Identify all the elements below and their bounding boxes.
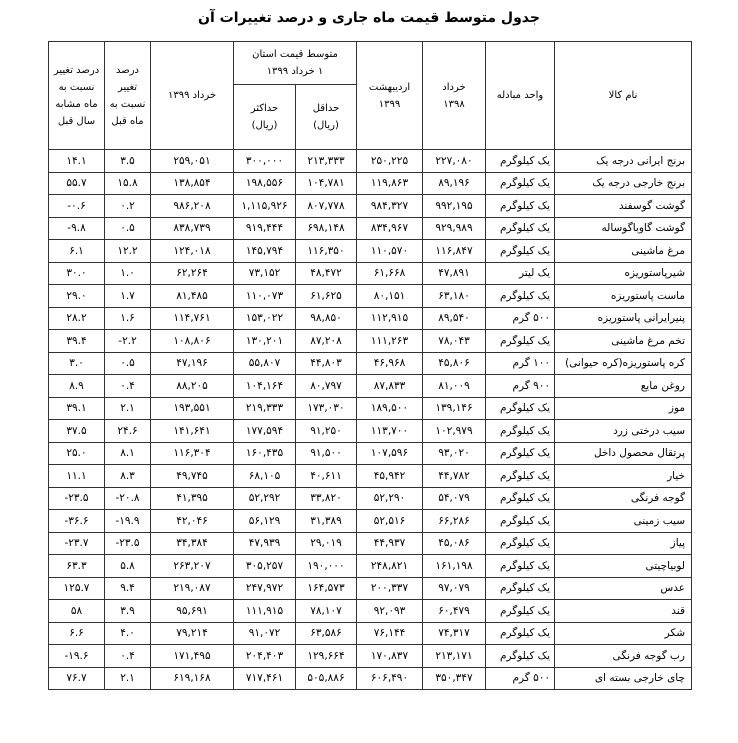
ordibehesht-1399-cell: ۱۷۰,۸۳۷ bbox=[357, 645, 423, 668]
khordad-1399-cell: ۴۲,۰۴۶ bbox=[151, 510, 234, 533]
unit-cell: یک کیلوگرم bbox=[486, 330, 555, 353]
khordad-1399-cell: ۸۱,۴۸۵ bbox=[151, 285, 234, 308]
max-price-cell: ۴۷,۹۳۹ bbox=[234, 532, 296, 555]
change-month-cell: ۱.۶ bbox=[105, 307, 151, 330]
header-min: حداقل (ریال) bbox=[296, 85, 357, 150]
khordad-1398-cell: ۸۹,۵۴۰ bbox=[423, 307, 486, 330]
ordibehesht-1399-cell: ۲۵۰,۲۲۵ bbox=[357, 150, 423, 173]
khordad-1399-cell: ۸۳۸,۷۳۹ bbox=[151, 217, 234, 240]
unit-cell: ۵۰۰ گرم bbox=[486, 667, 555, 690]
table-row bbox=[49, 465, 692, 488]
max-price-cell: ۱۵۳,۰۲۲ bbox=[234, 307, 296, 330]
unit-cell: یک کیلوگرم bbox=[486, 195, 555, 218]
item-name-cell: برنج خارجی درجه یک bbox=[555, 172, 692, 195]
change-month-cell: ۲.۱ bbox=[105, 667, 151, 690]
header-max: حداکثر (ریال) bbox=[234, 85, 296, 150]
table-row bbox=[49, 217, 692, 240]
unit-cell: ۵۰۰ گرم bbox=[486, 307, 555, 330]
max-price-cell: ۲۴۷,۹۷۲ bbox=[234, 577, 296, 600]
max-price-cell: ۱۳۰,۲۰۱ bbox=[234, 330, 296, 353]
item-name-cell: گوجه فرنگی bbox=[555, 487, 692, 510]
max-price-cell: ۵۵,۸۰۷ bbox=[234, 352, 296, 375]
header-khordad-1398: خرداد ۱۳۹۸ bbox=[423, 42, 486, 150]
khordad-1399-cell: ۹۸۶,۲۰۸ bbox=[151, 195, 234, 218]
khordad-1398-cell: ۱۱۶,۸۴۷ bbox=[423, 240, 486, 263]
item-name-cell: لوبیاچیتی bbox=[555, 555, 692, 578]
unit-cell: یک کیلوگرم bbox=[486, 465, 555, 488]
ordibehesht-1399-cell: ۸۳۴,۹۶۷ bbox=[357, 217, 423, 240]
change-year-cell: -۳۶.۶ bbox=[49, 510, 105, 533]
change-year-cell: -۹.۸ bbox=[49, 217, 105, 240]
min-price-cell: ۱۱۶,۳۵۰ bbox=[296, 240, 357, 263]
unit-cell: یک لیتر bbox=[486, 262, 555, 285]
change-year-cell: ۱۱.۱ bbox=[49, 465, 105, 488]
ordibehesht-1399-cell: ۱۱۲,۹۱۵ bbox=[357, 307, 423, 330]
change-month-cell: ۳.۵ bbox=[105, 150, 151, 173]
khordad-1398-cell: ۳۵۰,۳۴۷ bbox=[423, 667, 486, 690]
khordad-1398-cell: ۶۶,۲۸۶ bbox=[423, 510, 486, 533]
max-price-cell: ۹۱,۰۷۲ bbox=[234, 622, 296, 645]
ordibehesht-1399-cell: ۱۰۷,۵۹۶ bbox=[357, 442, 423, 465]
item-name-cell: پرتقال محصول داخل bbox=[555, 442, 692, 465]
change-month-cell: ۰.۴ bbox=[105, 645, 151, 668]
change-month-cell: -۲.۲ bbox=[105, 330, 151, 353]
item-name-cell: گوشت گاوباگوساله bbox=[555, 217, 692, 240]
min-price-cell: ۳۱,۳۸۹ bbox=[296, 510, 357, 533]
change-year-cell: ۸.۹ bbox=[49, 375, 105, 398]
khordad-1399-cell: ۴۷,۱۹۶ bbox=[151, 352, 234, 375]
max-price-cell: ۱۹۸,۵۵۶ bbox=[234, 172, 296, 195]
khordad-1399-cell: ۸۸,۲۰۵ bbox=[151, 375, 234, 398]
min-price-cell: ۲۹,۰۱۹ bbox=[296, 532, 357, 555]
change-year-cell: ۱۴.۱ bbox=[49, 150, 105, 173]
ordibehesht-1399-cell: ۱۱۰,۵۷۰ bbox=[357, 240, 423, 263]
khordad-1399-cell: ۱۲۴,۰۱۸ bbox=[151, 240, 234, 263]
unit-cell: یک کیلوگرم bbox=[486, 577, 555, 600]
min-price-cell: ۵۰۵,۸۸۶ bbox=[296, 667, 357, 690]
change-year-cell: ۱۲۵.۷ bbox=[49, 577, 105, 600]
item-name-cell: گوشت گوسفند bbox=[555, 195, 692, 218]
change-year-cell: -۲۳.۵ bbox=[49, 487, 105, 510]
max-price-cell: ۱۶۰,۴۳۵ bbox=[234, 442, 296, 465]
change-month-cell: ۴.۰ bbox=[105, 622, 151, 645]
min-price-cell: ۱۶۴,۵۷۳ bbox=[296, 577, 357, 600]
header-change-month: درصد تغییر نسبت به ماه قبل bbox=[105, 42, 151, 150]
change-year-cell: -۰.۶ bbox=[49, 195, 105, 218]
min-price-cell: ۳۳,۸۲۰ bbox=[296, 487, 357, 510]
unit-cell: ۹۰۰ گرم bbox=[486, 375, 555, 398]
change-month-cell: -۲۰.۸ bbox=[105, 487, 151, 510]
unit-cell: یک کیلوگرم bbox=[486, 600, 555, 623]
table-row bbox=[49, 397, 692, 420]
item-name-cell: عدس bbox=[555, 577, 692, 600]
ordibehesht-1399-cell: ۸۰,۱۵۱ bbox=[357, 285, 423, 308]
khordad-1398-cell: ۹۳,۰۲۰ bbox=[423, 442, 486, 465]
khordad-1398-cell: ۱۰۲,۹۷۹ bbox=[423, 420, 486, 443]
change-year-cell: ۳۹.۴ bbox=[49, 330, 105, 353]
change-year-cell: ۵۵.۷ bbox=[49, 172, 105, 195]
table-row bbox=[49, 375, 692, 398]
max-price-cell: ۷۱۷,۴۶۱ bbox=[234, 667, 296, 690]
khordad-1398-cell: ۶۳,۱۸۰ bbox=[423, 285, 486, 308]
item-name-cell: مرغ ماشینی bbox=[555, 240, 692, 263]
unit-cell: یک کیلوگرم bbox=[486, 150, 555, 173]
min-price-cell: ۸۰,۷۹۷ bbox=[296, 375, 357, 398]
khordad-1399-cell: ۱۱۴,۷۶۱ bbox=[151, 307, 234, 330]
max-price-cell: ۱۷۷,۵۹۴ bbox=[234, 420, 296, 443]
min-price-cell: ۸۰۷,۷۷۸ bbox=[296, 195, 357, 218]
item-name-cell: سیب درختی زرد bbox=[555, 420, 692, 443]
change-year-cell: ۳۷.۵ bbox=[49, 420, 105, 443]
table-row bbox=[49, 352, 692, 375]
header-change-year: درصد تغییر نسبت به ماه مشابه سال قبل bbox=[49, 42, 105, 150]
table-row bbox=[49, 307, 692, 330]
unit-cell: یک کیلوگرم bbox=[486, 555, 555, 578]
unit-cell: یک کیلوگرم bbox=[486, 240, 555, 263]
khordad-1399-cell: ۴۹,۷۴۵ bbox=[151, 465, 234, 488]
khordad-1399-cell: ۳۴,۳۸۴ bbox=[151, 532, 234, 555]
change-month-cell: ۲۴.۶ bbox=[105, 420, 151, 443]
khordad-1398-cell: ۸۱,۰۰۹ bbox=[423, 375, 486, 398]
khordad-1398-cell: ۱۶۱,۱۹۸ bbox=[423, 555, 486, 578]
table-row bbox=[49, 172, 692, 195]
khordad-1399-cell: ۶۱۹,۱۶۸ bbox=[151, 667, 234, 690]
header-unit: واحد مبادله bbox=[486, 42, 555, 150]
khordad-1398-cell: ۶۰,۴۷۹ bbox=[423, 600, 486, 623]
unit-cell: ۱۰۰ گرم bbox=[486, 352, 555, 375]
khordad-1399-cell: ۹۵,۶۹۱ bbox=[151, 600, 234, 623]
khordad-1398-cell: ۹۷,۰۷۹ bbox=[423, 577, 486, 600]
item-name-cell: شکر bbox=[555, 622, 692, 645]
table-row bbox=[49, 555, 692, 578]
item-name-cell: روغن مایع bbox=[555, 375, 692, 398]
change-month-cell: ۵.۸ bbox=[105, 555, 151, 578]
table-row bbox=[49, 645, 692, 668]
change-year-cell: ۶۳.۳ bbox=[49, 555, 105, 578]
max-price-cell: ۳۰۵,۲۵۷ bbox=[234, 555, 296, 578]
table-row bbox=[49, 532, 692, 555]
max-price-cell: ۳۰۰,۰۰۰ bbox=[234, 150, 296, 173]
header-name: نام کالا bbox=[555, 42, 692, 150]
item-name-cell: موز bbox=[555, 397, 692, 420]
khordad-1398-cell: ۴۴,۷۸۲ bbox=[423, 465, 486, 488]
max-price-cell: ۵۶,۱۲۹ bbox=[234, 510, 296, 533]
min-price-cell: ۱۹۰,۰۰۰ bbox=[296, 555, 357, 578]
khordad-1398-cell: ۷۴,۳۱۷ bbox=[423, 622, 486, 645]
table-row bbox=[49, 667, 692, 690]
max-price-cell: ۱۱۰,۰۷۳ bbox=[234, 285, 296, 308]
khordad-1399-cell: ۲۱۹,۰۸۷ bbox=[151, 577, 234, 600]
item-name-cell: پیاز bbox=[555, 532, 692, 555]
item-name-cell: پنیرایرانی پاستوریزه bbox=[555, 307, 692, 330]
change-month-cell: ۸.۳ bbox=[105, 465, 151, 488]
item-name-cell: سیب زمینی bbox=[555, 510, 692, 533]
ordibehesht-1399-cell: ۱۱۱,۲۶۳ bbox=[357, 330, 423, 353]
ordibehesht-1399-cell: ۱۱۹,۸۶۳ bbox=[357, 172, 423, 195]
change-year-cell: ۵۸ bbox=[49, 600, 105, 623]
table-row bbox=[49, 330, 692, 353]
change-year-cell: ۳۰.۰ bbox=[49, 262, 105, 285]
khordad-1399-cell: ۴۱,۳۹۵ bbox=[151, 487, 234, 510]
khordad-1398-cell: ۸۹,۱۹۶ bbox=[423, 172, 486, 195]
item-name-cell: رب گوجه فرنگی bbox=[555, 645, 692, 668]
min-price-cell: ۲۱۳,۳۳۳ bbox=[296, 150, 357, 173]
change-month-cell: ۰.۴ bbox=[105, 375, 151, 398]
table-row bbox=[49, 420, 692, 443]
change-year-cell: ۲۹.۰ bbox=[49, 285, 105, 308]
unit-cell: یک کیلوگرم bbox=[486, 487, 555, 510]
item-name-cell: چای خارجی بسته ای bbox=[555, 667, 692, 690]
unit-cell: یک کیلوگرم bbox=[486, 622, 555, 645]
unit-cell: یک کیلوگرم bbox=[486, 532, 555, 555]
change-month-cell: ۸.۱ bbox=[105, 442, 151, 465]
max-price-cell: ۲۱۹,۳۳۳ bbox=[234, 397, 296, 420]
table-row bbox=[49, 150, 692, 173]
change-year-cell: -۱۹.۶ bbox=[49, 645, 105, 668]
ordibehesht-1399-cell: ۴۶,۹۶۸ bbox=[357, 352, 423, 375]
khordad-1398-cell: ۴۵,۰۸۶ bbox=[423, 532, 486, 555]
unit-cell: یک کیلوگرم bbox=[486, 420, 555, 443]
table-row bbox=[49, 487, 692, 510]
ordibehesht-1399-cell: ۹۲,۰۹۳ bbox=[357, 600, 423, 623]
max-price-cell: ۱۱۱,۹۱۵ bbox=[234, 600, 296, 623]
unit-cell: یک کیلوگرم bbox=[486, 397, 555, 420]
change-year-cell: ۷۶.۷ bbox=[49, 667, 105, 690]
table-row bbox=[49, 600, 692, 623]
header-ordibehesht-1399: اردیبهشت ۱۳۹۹ bbox=[357, 42, 423, 150]
min-price-cell: ۹۱,۲۵۰ bbox=[296, 420, 357, 443]
change-year-cell: ۲۸.۲ bbox=[49, 307, 105, 330]
item-name-cell: قند bbox=[555, 600, 692, 623]
change-month-cell: ۱۵.۸ bbox=[105, 172, 151, 195]
min-price-cell: ۶۱,۶۲۵ bbox=[296, 285, 357, 308]
max-price-cell: ۱۴۵,۷۹۴ bbox=[234, 240, 296, 263]
change-year-cell: ۶.۱ bbox=[49, 240, 105, 263]
change-month-cell: ۹.۴ bbox=[105, 577, 151, 600]
change-month-cell: ۰.۵ bbox=[105, 352, 151, 375]
header-khordad-1399: خرداد ۱۳۹۹ bbox=[151, 42, 234, 150]
unit-cell: یک کیلوگرم bbox=[486, 510, 555, 533]
unit-cell: یک کیلوگرم bbox=[486, 285, 555, 308]
min-price-cell: ۴۴,۸۰۳ bbox=[296, 352, 357, 375]
min-price-cell: ۹۸,۸۵۰ bbox=[296, 307, 357, 330]
khordad-1399-cell: ۶۲,۲۶۴ bbox=[151, 262, 234, 285]
ordibehesht-1399-cell: ۶۰۶,۴۹۰ bbox=[357, 667, 423, 690]
unit-cell: یک کیلوگرم bbox=[486, 442, 555, 465]
item-name-cell: برنج ایرانی درجه یک bbox=[555, 150, 692, 173]
min-price-cell: ۴۰,۶۱۱ bbox=[296, 465, 357, 488]
change-month-cell: ۰.۵ bbox=[105, 217, 151, 240]
change-year-cell: ۳.۰ bbox=[49, 352, 105, 375]
item-name-cell: تخم مرغ ماشینی bbox=[555, 330, 692, 353]
change-month-cell: ۰.۲ bbox=[105, 195, 151, 218]
min-price-cell: ۱۷۳,۰۳۰ bbox=[296, 397, 357, 420]
ordibehesht-1399-cell: ۱۱۳,۷۰۰ bbox=[357, 420, 423, 443]
table-row bbox=[49, 240, 692, 263]
unit-cell: یک کیلوگرم bbox=[486, 217, 555, 240]
khordad-1399-cell: ۲۶۳,۲۰۷ bbox=[151, 555, 234, 578]
table-row bbox=[49, 577, 692, 600]
khordad-1398-cell: ۵۴,۰۷۹ bbox=[423, 487, 486, 510]
ordibehesht-1399-cell: ۲۰۰,۳۳۷ bbox=[357, 577, 423, 600]
min-price-cell: ۸۷,۲۰۸ bbox=[296, 330, 357, 353]
ordibehesht-1399-cell: ۶۱,۶۶۸ bbox=[357, 262, 423, 285]
khordad-1398-cell: ۲۲۷,۰۸۰ bbox=[423, 150, 486, 173]
khordad-1399-cell: ۲۵۹,۰۵۱ bbox=[151, 150, 234, 173]
khordad-1398-cell: ۴۵,۸۰۶ bbox=[423, 352, 486, 375]
table-row bbox=[49, 262, 692, 285]
max-price-cell: ۶۸,۱۰۵ bbox=[234, 465, 296, 488]
table-row bbox=[49, 622, 692, 645]
table-body bbox=[49, 150, 692, 690]
max-price-cell: ۹۱۹,۴۴۴ bbox=[234, 217, 296, 240]
min-price-cell: ۱۲۹,۶۶۴ bbox=[296, 645, 357, 668]
item-name-cell: شیرپاستوریزه bbox=[555, 262, 692, 285]
change-year-cell: -۲۳.۷ bbox=[49, 532, 105, 555]
change-month-cell: ۱.۰ bbox=[105, 262, 151, 285]
change-month-cell: ۱.۷ bbox=[105, 285, 151, 308]
min-price-cell: ۶۹۸,۱۴۸ bbox=[296, 217, 357, 240]
min-price-cell: ۹۱,۵۰۰ bbox=[296, 442, 357, 465]
item-name-cell: ماست پاستوریزه bbox=[555, 285, 692, 308]
khordad-1399-cell: ۱۷۱,۴۹۵ bbox=[151, 645, 234, 668]
change-month-cell: -۱۹.۹ bbox=[105, 510, 151, 533]
change-month-cell: -۲۳.۵ bbox=[105, 532, 151, 555]
table-row bbox=[49, 510, 692, 533]
price-table bbox=[48, 41, 692, 690]
max-price-cell: ۱۰۴,۱۶۴ bbox=[234, 375, 296, 398]
ordibehesht-1399-cell: ۱۸۹,۵۰۰ bbox=[357, 397, 423, 420]
khordad-1399-cell: ۱۳۸,۸۵۴ bbox=[151, 172, 234, 195]
unit-cell: یک کیلوگرم bbox=[486, 172, 555, 195]
min-price-cell: ۷۸,۱۰۷ bbox=[296, 600, 357, 623]
change-month-cell: ۲.۱ bbox=[105, 397, 151, 420]
header-province-group: متوسط قیمت استان ۱ خرداد ۱۳۹۹ bbox=[234, 42, 357, 85]
ordibehesht-1399-cell: ۷۶,۱۴۴ bbox=[357, 622, 423, 645]
table-title: جدول متوسط قیمت ماه جاری و درصد تغییرات آن bbox=[198, 10, 540, 26]
khordad-1399-cell: ۱۱۶,۳۰۴ bbox=[151, 442, 234, 465]
khordad-1398-cell: ۹۲۹,۹۸۹ bbox=[423, 217, 486, 240]
table-row bbox=[49, 195, 692, 218]
khordad-1398-cell: ۴۷,۸۹۱ bbox=[423, 262, 486, 285]
khordad-1399-cell: ۱۰۸,۸۰۶ bbox=[151, 330, 234, 353]
khordad-1399-cell: ۱۹۳,۵۵۱ bbox=[151, 397, 234, 420]
ordibehesht-1399-cell: ۵۲,۵۱۶ bbox=[357, 510, 423, 533]
max-price-cell: ۷۳,۱۵۲ bbox=[234, 262, 296, 285]
ordibehesht-1399-cell: ۴۵,۹۴۲ bbox=[357, 465, 423, 488]
khordad-1398-cell: ۲۱۳,۱۷۱ bbox=[423, 645, 486, 668]
change-year-cell: ۳۹.۱ bbox=[49, 397, 105, 420]
max-price-cell: ۲۰۴,۴۰۳ bbox=[234, 645, 296, 668]
khordad-1399-cell: ۷۹,۲۱۴ bbox=[151, 622, 234, 645]
max-price-cell: ۱,۱۱۵,۹۲۶ bbox=[234, 195, 296, 218]
item-name-cell: کره پاستوریزه(کره حیوانی) bbox=[555, 352, 692, 375]
change-year-cell: ۲۵.۰ bbox=[49, 442, 105, 465]
change-year-cell: ۶.۶ bbox=[49, 622, 105, 645]
header-row bbox=[49, 42, 692, 85]
max-price-cell: ۵۲,۲۹۲ bbox=[234, 487, 296, 510]
khordad-1398-cell: ۹۹۲,۱۹۵ bbox=[423, 195, 486, 218]
min-price-cell: ۶۳,۵۸۶ bbox=[296, 622, 357, 645]
min-price-cell: ۱۰۴,۷۸۱ bbox=[296, 172, 357, 195]
ordibehesht-1399-cell: ۵۲,۲۹۰ bbox=[357, 487, 423, 510]
ordibehesht-1399-cell: ۹۸۴,۳۲۷ bbox=[357, 195, 423, 218]
ordibehesht-1399-cell: ۸۷,۸۳۳ bbox=[357, 375, 423, 398]
item-name-cell: خیار bbox=[555, 465, 692, 488]
khordad-1398-cell: ۱۳۹,۱۴۶ bbox=[423, 397, 486, 420]
change-month-cell: ۳.۹ bbox=[105, 600, 151, 623]
khordad-1398-cell: ۷۸,۰۴۳ bbox=[423, 330, 486, 353]
ordibehesht-1399-cell: ۲۴۸,۸۲۱ bbox=[357, 555, 423, 578]
ordibehesht-1399-cell: ۴۴,۹۳۷ bbox=[357, 532, 423, 555]
khordad-1399-cell: ۱۴۱,۶۴۱ bbox=[151, 420, 234, 443]
min-price-cell: ۴۸,۴۷۲ bbox=[296, 262, 357, 285]
table-row bbox=[49, 285, 692, 308]
table-row bbox=[49, 442, 692, 465]
change-month-cell: ۱۲.۲ bbox=[105, 240, 151, 263]
unit-cell: یک کیلوگرم bbox=[486, 645, 555, 668]
